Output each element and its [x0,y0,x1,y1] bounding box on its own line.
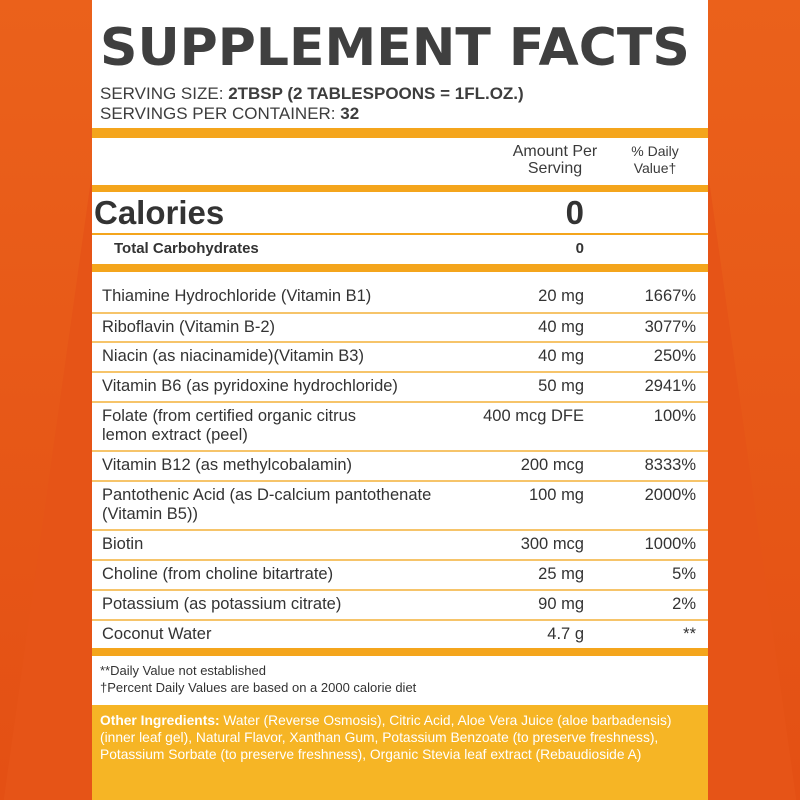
nutrient-name: Niacin (as niacinamide)(Vitamin B3) [102,347,364,365]
nutrient-dv: 250% [653,347,696,365]
total-carbs-label: Total Carbohydrates [114,240,259,257]
divider-carbs [92,264,708,272]
footnote-dv-not-established: **Daily Value not established [100,663,266,678]
row-divider [92,312,708,314]
row-divider [92,589,708,591]
calories-value: 0 [565,194,584,231]
nutrient-amount: 200 mcg [520,456,584,474]
row-divider [92,341,708,343]
row-divider [92,480,708,482]
nutrient-amount: 25 mg [538,565,584,583]
nutrient-dv: 2000% [644,486,696,504]
divider-footer [92,648,708,656]
supplement-facts-panel [92,0,708,800]
nutrient-amount: 40 mg [538,347,584,365]
nutrient-amount: 90 mg [538,595,584,613]
nutrient-name-line1: Pantothenic Acid (as D-calcium pantothenate [102,486,432,504]
nutrient-amount: 4.7 g [547,625,584,643]
divider-header [92,185,708,192]
daily-value-header [610,143,700,177]
other-ingredients-text: Water (Reverse Osmosis), Citric Acid, Aloe Vera Juice (aloe barbadensis) (inner leaf gel), Natural Flavor, Xanthan Gum, Potassium Benzoate (to preserve freshness), Potassium Sorbate (to preserve freshness), Organic Stevia leaf extract (Rebaudioside A) [100,713,672,762]
nutrient-amount: 20 mg [538,287,584,305]
nutrient-name: Vitamin B12 (as methylcobalamin) [102,456,353,474]
nutrient-amount: 50 mg [538,377,584,395]
nutrient-dv: 3077% [644,318,696,336]
dv-header-line2: Value† [633,160,677,176]
other-ingredients [92,705,708,800]
nutrient-name: Potassium (as potassium citrate) [102,595,342,613]
nutrient-amount: 300 mcg [520,535,584,553]
divider-calories [92,233,708,235]
nutrient-amount: 40 mg [538,318,584,336]
amount-header-line1: Amount Per [512,143,598,160]
serving-size [100,84,524,104]
servings-per-container-label: SERVINGS PER CONTAINER: [100,104,336,123]
nutrient-name-line2: lemon extract (peel) [102,426,248,444]
nutrient-dv: 2941% [644,377,696,395]
amount-header-line2: Serving [527,160,583,177]
nutrient-name: Coconut Water [102,625,212,643]
row-divider [92,401,708,403]
page-title: SUPPLEMENT FACTS [100,18,690,78]
footnotes [100,662,416,696]
calories-label: Calories [94,194,225,231]
row-divider [92,450,708,452]
servings-per-container [100,104,524,124]
nutrient-name-line1: Folate (from certified organic citrus [102,407,357,425]
nutrient-dv: 1000% [644,535,696,553]
row-divider [92,559,708,561]
nutrient-name: Biotin [102,535,144,553]
nutrient-name: Thiamine Hydrochloride (Vitamin B1) [102,287,372,305]
nutrient-dv: 2% [672,595,696,613]
row-divider [92,529,708,531]
serving-info [100,84,524,124]
nutrient-dv: 5% [672,565,696,583]
nutrient-amount: 400 mcg DFE [483,407,584,425]
serving-size-value: 2TBSP (2 TABLESPOONS = 1FL.OZ.) [228,84,524,103]
row-divider [92,371,708,373]
dv-header-line1: % Daily [631,143,679,159]
other-ingredients-label: Other Ingredients: [100,713,220,728]
nutrient-name: Vitamin B6 (as pyridoxine hydrochloride) [102,377,398,395]
nutrient-dv: 100% [653,407,696,425]
footnote-percent-dv: †Percent Daily Values are based on a 2000 calorie diet [100,680,417,695]
row-divider [92,619,708,621]
amount-per-serving-header [480,143,630,177]
serving-size-label: SERVING SIZE: [100,84,224,103]
nutrient-amount: 100 mg [528,486,584,504]
nutrient-dv: 1667% [644,287,696,305]
nutrient-name: Riboflavin (Vitamin B-2) [102,318,276,336]
servings-per-container-value: 32 [340,104,360,123]
nutrient-dv: ** [683,625,696,643]
total-carbs-value: 0 [575,240,584,257]
nutrient-dv: 8333% [644,456,696,474]
divider-thick [92,128,708,138]
nutrient-name-line2: (Vitamin B5)) [102,505,198,523]
nutrient-name: Choline (from choline bitartrate) [102,565,334,583]
